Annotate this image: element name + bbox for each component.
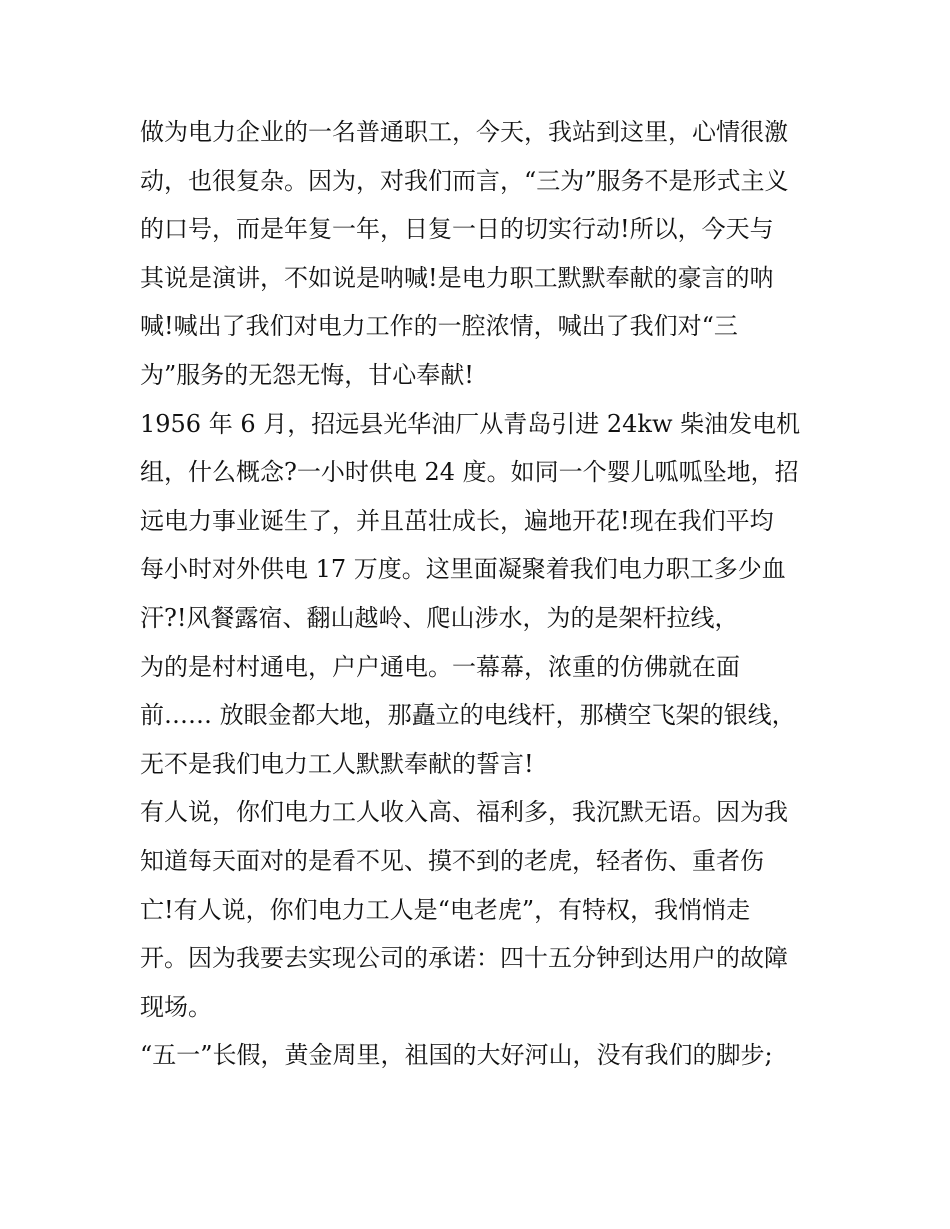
- text-line: 知道每天面对的是看不见、摸不到的老虎，轻者伤、重者伤: [140, 846, 764, 875]
- text-line: 亡!有人说，你们电力工人是“电老虎”，有特权，我悄悄走: [140, 895, 751, 924]
- text-line: 每小时对外供电 17 万度。这里面凝聚着我们电力职工多少血: [140, 555, 786, 584]
- text-line: 汗?!风餐露宿、翻山越岭、爬山涉水，为的是架杆拉线，: [140, 603, 739, 632]
- text-line: 开。因为我要去实现公司的承诺：四十五分钟到达用户的故障: [140, 944, 788, 973]
- text-line: 无不是我们电力工人默默奉献的誓言!: [140, 749, 534, 778]
- text-line: 组，什么概念?一小时供电 24 度。如同一个婴儿呱呱坠地，招: [140, 458, 799, 487]
- text-line: 做为电力企业的一名普通职工，今天，我站到这里，心情很激: [140, 118, 788, 146]
- text-line: 现场。: [140, 992, 212, 1021]
- text-line: 其说是演讲，不如说是呐喊!是电力职工默默奉献的豪言的呐: [140, 263, 774, 292]
- text-line: 1956 年 6 月，招远县光华油厂从青岛引进 24kw 柴油发电机: [140, 409, 801, 438]
- text-line: 前…… 放眼金都大地，那矗立的电线杆，那横空飞架的银线，: [140, 701, 796, 730]
- text-line: 动，也很复杂。因为，对我们而言，“三为”服务不是形式主义: [140, 166, 789, 195]
- text-line: 的口号，而是年复一年，日复一日的切实行动!所以，今天与: [140, 215, 774, 244]
- text-line: 为”服务的无怨无悔，甘心奉献!: [140, 360, 474, 389]
- text-line: “五一”长假，黄金周里，祖国的大好河山，没有我们的脚步;: [140, 1041, 773, 1070]
- text-line: 为的是村村通电，户户通电。一幕幕，浓重的仿佛就在面: [140, 652, 740, 681]
- text-line: 远电力事业诞生了，并且茁壮成长，遍地开花!现在我们平均: [140, 506, 774, 535]
- text-line: 有人说，你们电力工人收入高、福利多，我沉默无语。因为我: [140, 798, 788, 827]
- text-line: 喊!喊出了我们对电力工作的一腔浓情，喊出了我们对“三: [140, 312, 738, 341]
- document-body: [140, 108, 820, 1080]
